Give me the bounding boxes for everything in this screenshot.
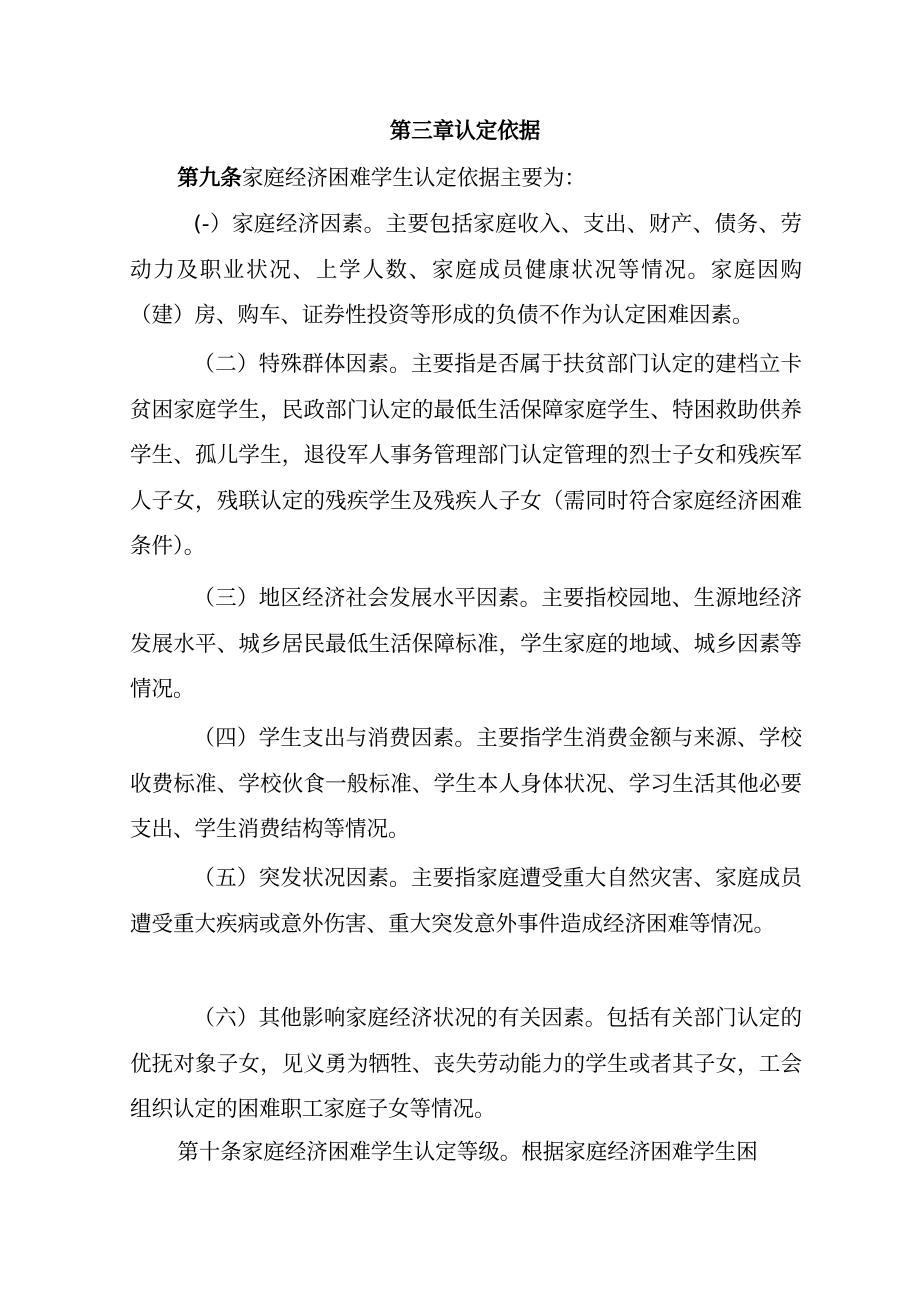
item-6-paragraph: （六）其他影响家庭经济状况的有关因素。包括有关部门认定的优抚对象子女，见义勇为牺牲、丧失劳动能力的学生或者其子女，工会组织认定的困难职工家庭子女等情况。: [130, 1006, 802, 1122]
article-9-text: 家庭经济困难学生认定依据主要为：: [241, 166, 586, 191]
article-10-paragraph: 第十条家庭经济困难学生认定等级。根据家庭经济困难学生困: [177, 1140, 758, 1165]
item-2-paragraph: （二）特殊群体因素。主要指是否属于扶贫部门认定的建档立卡贫困家庭学生，民政部门认定的最低生活保障家庭学生、特困救助供养学生、孤儿学生，退役军人事务管理部门认定管理的烈士子女和残疾军人子女，残联认定的残疾学生及残疾人子女（需同时符合家庭经济困难条件）。: [130, 352, 802, 559]
chapter-heading: 第三章认定依据: [389, 119, 541, 144]
article-9-label: 第九条: [177, 166, 242, 191]
item-4-paragraph: （四）学生支出与消费因素。主要指学生消费金额与来源、学校收费标准、学校伙食一般标准、学生本人身体状况、学习生活其他必要支出、学生消费结构等情况。: [130, 726, 802, 842]
item-1-paragraph: (-）家庭经济因素。主要包括家庭收入、支出、财产、债务、劳动力及职业状况、上学人数、家庭成员健康状况等情况。家庭因购（建）房、购车、证券性投资等形成的负债不作为认定困难因素。: [130, 212, 802, 328]
item-3-paragraph: （三）地区经济社会发展水平因素。主要指校园地、生源地经济发展水平、城乡居民最低生活保障标准，学生家庭的地域、城乡因素等情况。: [130, 586, 802, 702]
item-5-paragraph: （五）突发状况因素。主要指家庭遭受重大自然灾害、家庭成员遭受重大疾病或意外伤害、重大突发意外事件造成经济困难等情况。: [130, 866, 802, 937]
article-9-paragraph: [130, 156, 802, 202]
